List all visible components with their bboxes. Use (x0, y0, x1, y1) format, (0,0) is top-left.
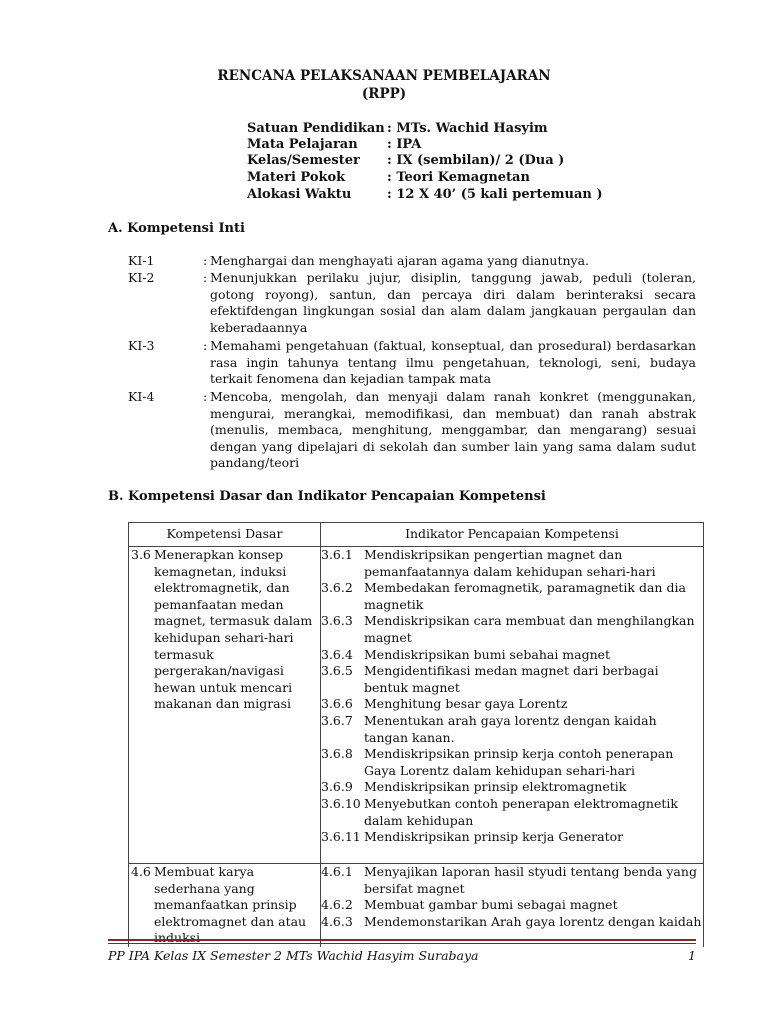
indicator-text: Mendiskripsikan pengertian magnet dan pemanfaatannya dalam kehidupan sehari-hari (364, 547, 656, 579)
section-b-heading: B. Kompetensi Dasar dan Indikator Pencapaian Kompetensi (108, 489, 546, 504)
indicator-item (321, 663, 703, 696)
indicator-text: Mengidentifikasi medan magnet dari berbagai bentuk magnet (364, 663, 659, 695)
indicator-text: Menghitung besar gaya Lorentz (364, 696, 568, 712)
ki-text: Mencoba, mengolah, dan menyaji dalam ranah konkret (menggunakan, mengurai, merangkai, memodifikasi, dan membuat) dan ranah abstrak (menulis, membaca, menghitung, menggambar, dan mengarang) sesuai dengan yang dipelajari di sekolah dan sumber lain yang sama dalam sudut pandang/teori (210, 389, 696, 471)
indicator-number: 3.6.10 (321, 795, 361, 811)
table-row (129, 547, 704, 864)
competency-table (128, 522, 704, 947)
page-footer (108, 948, 696, 963)
indicator-number: 3.6.2 (321, 580, 353, 596)
indicator-item (321, 914, 703, 931)
ki-text: Menunjukkan perilaku jujur, disiplin, tanggung jawab, peduli (toleran, gotong royong), santun, dan percaya diri dalam berinteraksi secara efektifdengan lingkungan sosial dan alam dalam jangkauan pergaulan dan keberadaannya (210, 270, 696, 335)
ki-text: Menghargai dan menghayati ajaran agama yang dianutnya. (210, 253, 590, 268)
meta-value: : MTs. Wachid Hasyim (387, 121, 548, 136)
footer-rule-thick (108, 939, 696, 941)
indicator-number: 3.6.5 (321, 663, 353, 679)
indicator-text: Menentukan arah gaya lorentz dengan kaidah tangan kanan. (364, 712, 657, 745)
indicator-item (321, 746, 703, 779)
kd-cell (129, 864, 321, 947)
meta-value: : IX (sembilan)/ 2 (Dua ) (387, 153, 565, 168)
indicator-text: Mendiskripsikan prinsip kerja contoh penerapan Gaya Lorentz dalam kehidupan sehari-hari (364, 746, 674, 778)
kd-cell (129, 547, 321, 864)
indicator-text: Mendiskripsikan prinsip elektromagnetik (364, 779, 627, 795)
indicator-text: Mendiskripsikan cara membuat dan menghilangkan magnet (364, 613, 695, 645)
indicator-item (321, 647, 703, 664)
indicator-item (321, 779, 703, 796)
document-subtitle: (RPP) (361, 86, 407, 102)
indicator-item (321, 613, 703, 646)
section-a-heading: A. Kompetensi Inti (108, 221, 245, 236)
ki-code: KI-3 (128, 338, 155, 353)
kd-number: 3.6 (131, 547, 151, 562)
indicator-cell (321, 547, 704, 864)
indicator-text: Mendiskripsikan prinsip kerja Generator (364, 829, 624, 845)
indicator-number: 4.6.3 (321, 913, 353, 929)
ki-item-2 (128, 270, 696, 336)
ki-colon: : (203, 389, 208, 404)
header-kompetensi-dasar: Kompetensi Dasar (129, 523, 321, 547)
ki-code: KI-2 (128, 270, 155, 285)
indicator-item (321, 580, 703, 613)
indicator-text: Membuat gambar bumi sebagai magnet (364, 897, 618, 913)
indicator-item (321, 864, 703, 897)
meta-row-materi (247, 170, 530, 185)
indicator-item (321, 713, 703, 746)
indicator-item (321, 696, 703, 713)
ki-item-3 (128, 338, 696, 388)
indicator-item (321, 829, 703, 846)
indicator-text: Membedakan feromagnetik, paramagnetik dan dia magnetik (364, 580, 686, 612)
meta-label: Mata Pelajaran (247, 137, 358, 152)
indicator-number: 3.6.8 (321, 746, 353, 762)
table-row (129, 864, 704, 947)
meta-label: Kelas/Semester (247, 153, 360, 168)
meta-value: : 12 X 40’ (5 kali pertemuan ) (387, 187, 603, 202)
kd-text: Menerapkan konsep kemagnetan, induksi elektromagnetik, dan pemanfaatan medan magnet, termasuk dalam kehidupan sehari-hari termasuk pergerakan/navigasi hewan untuk mencari makanan dan migrasi (154, 547, 313, 712)
meta-label: Alokasi Waktu (247, 187, 352, 202)
indicator-item (321, 547, 703, 580)
indicator-number: 4.6.2 (321, 897, 353, 913)
ki-item-4 (128, 389, 696, 472)
ki-code: KI-4 (128, 389, 155, 404)
indicator-item (321, 897, 703, 914)
indicator-item (321, 796, 703, 829)
meta-label: Satuan Pendidikan (247, 121, 385, 136)
indicator-cell (321, 864, 704, 947)
kd-number: 4.6 (131, 864, 151, 879)
indicator-text: Menyebutkan contoh penerapan elektromagnetik dalam kehidupan (364, 795, 678, 828)
indicator-number: 3.6.4 (321, 646, 353, 662)
meta-row-alokasi (247, 187, 603, 202)
indicator-number: 4.6.1 (321, 864, 353, 879)
indicator-number: 3.6.3 (321, 613, 353, 629)
ki-code: KI-1 (128, 253, 155, 268)
ki-text: Memahami pengetahuan (faktual, konseptual, dan prosedural) berdasarkan rasa ingin tahunya tentang ilmu pengetahuan, teknologi, seni, budaya terkait fenomena dan kejadian tampak mata (210, 338, 696, 387)
header-indikator: Indikator Pencapaian Kompetensi (321, 523, 704, 547)
ki-item-1 (128, 253, 696, 270)
indicator-text: Menyajikan laporan hasil styudi tentang benda yang bersifat magnet (364, 864, 697, 896)
table-header-row (129, 523, 704, 547)
footer-rule-thin (108, 943, 696, 944)
document-title: RENCANA PELAKSANAAN PEMBELAJARAN (217, 68, 551, 84)
meta-row-satuan (247, 121, 548, 136)
meta-row-mapel (247, 137, 421, 152)
ki-colon: : (203, 253, 208, 268)
indicator-number: 3.6.1 (321, 547, 353, 562)
ki-colon: : (203, 338, 208, 353)
meta-row-kelas (247, 153, 564, 168)
indicator-number: 3.6.6 (321, 696, 353, 712)
meta-label: Materi Pokok (247, 170, 346, 185)
kd-text: Membuat karya sederhana yang memanfaatkan prinsip elektromagnet dan atau induksi (154, 864, 307, 946)
indicator-number: 3.6.9 (321, 779, 353, 795)
meta-value: : IPA (387, 137, 422, 152)
indicator-number: 3.6.7 (321, 712, 353, 728)
meta-value: : Teori Kemagnetan (387, 170, 530, 185)
footer-text: PP IPA Kelas IX Semester 2 MTs Wachid Hasyim Surabaya (108, 948, 479, 963)
indicator-number: 3.6.11 (321, 829, 361, 845)
ki-colon: : (203, 270, 208, 285)
page-number: 1 (688, 948, 696, 963)
indicator-text: Mendiskripsikan bumi sebahai magnet (364, 646, 611, 662)
indicator-text: Mendemonstarikan Arah gaya lorentz dengan kaidah (364, 913, 702, 929)
